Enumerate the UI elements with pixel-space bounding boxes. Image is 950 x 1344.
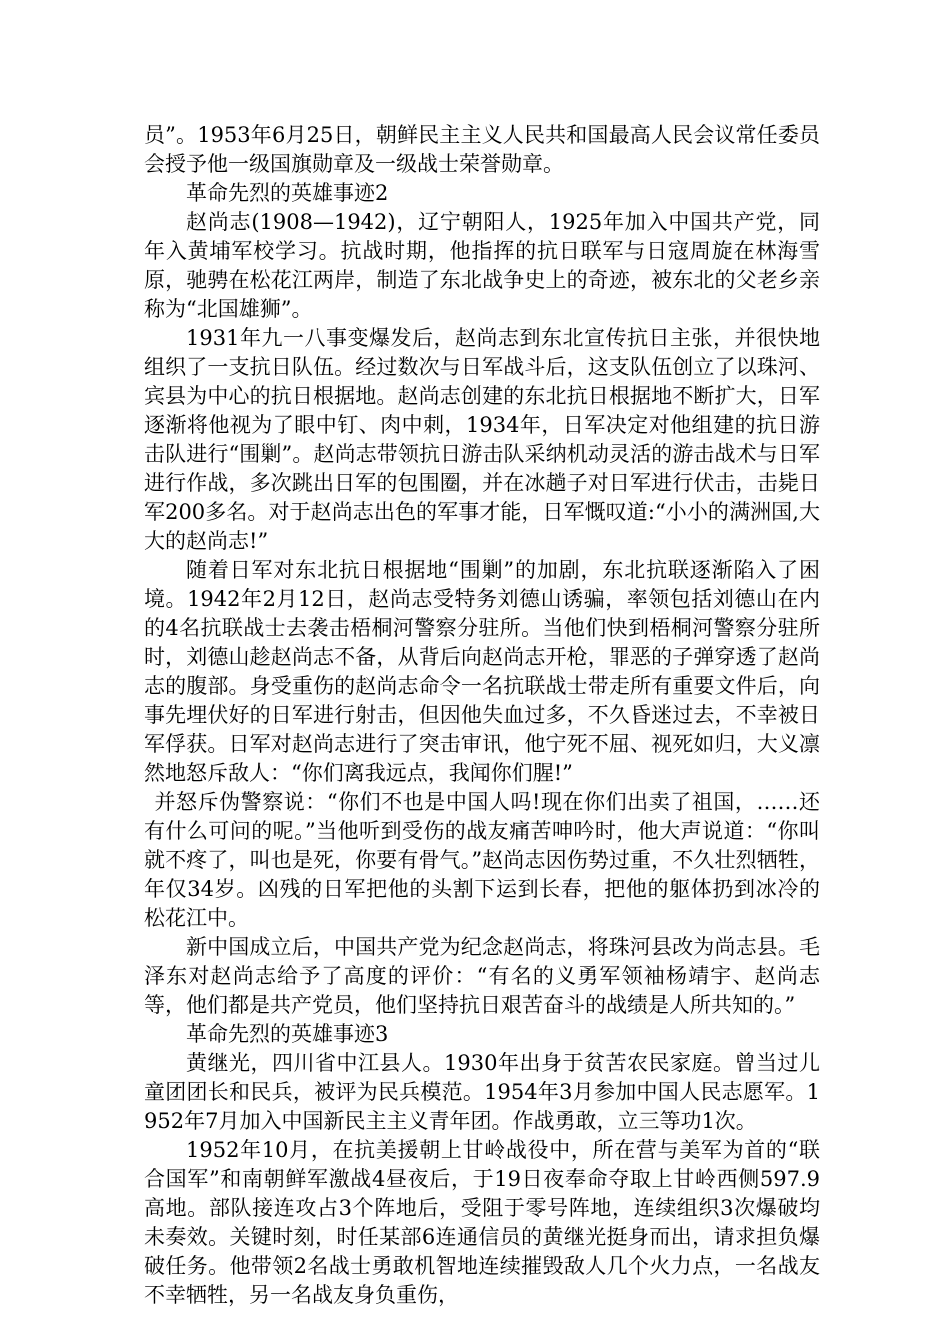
- document-body: [144, 121, 820, 1310]
- section-title: 革命先烈的英雄事迹2: [186, 181, 389, 205]
- paragraph: 1952年10月，在抗美援朝上甘岭战役中，所在营与美军为首的“联合国军”和南朝鲜军激战4昼夜后，于19日夜奉命夺取上甘岭西侧597.9高地。部队接连攻占3个阵地后，受阻于零号阵地，连续组织3次爆破均未奏效。关键时刻，时任某部6连通信员的黄继光挺身而出，请求担负爆破任务。他带领2名战士勇敢机智地连续摧毁敌人几个火力点，一名战友不幸牺牲，另一名战友身负重伤，: [144, 1138, 820, 1307]
- section-title: 革命先烈的英雄事迹3: [186, 1022, 389, 1046]
- paragraph: 新中国成立后，中国共产党为纪念赵尚志，将珠河县改为尚志县。毛泽东对赵尚志给予了高度的评价：“有名的义勇军领袖杨靖宇、赵尚志等，他们都是共产党员，他们坚持抗日艰苦奋斗的战绩是人所共知的。”: [144, 935, 820, 1017]
- paragraph: 并怒斥伪警察说：“你们不也是中国人吗!现在你们出卖了祖国，……还有什么可问的呢。”当他听到受伤的战友痛苦呻吟时，他大声说道：“你叫就不疼了，叫也是死，你要有骨气。”赵尚志因伤势过重，不久壮烈牺牲，年仅34岁。凶残的日军把他的头割下运到长春，把他的躯体扔到冰冷的松花江中。: [144, 790, 820, 930]
- paragraph: 黄继光，四川省中江县人。1930年出身于贫苦农民家庭。曾当过儿童团团长和民兵，被评为民兵模范。1954年3月参加中国人民志愿军。1952年7月加入中国新民主主义青年团。作战勇敢，立三等功1次。: [144, 1051, 820, 1133]
- paragraph: 1931年九一八事变爆发后，赵尚志到东北宣传抗日主张，并很快地组织了一支抗日队伍。经过数次与日军战斗后，这支队伍创立了以珠河、宾县为中心的抗日根据地。赵尚志创建的东北抗日根据地不断扩大，日军逐渐将他视为了眼中钉、肉中刺，1934年，日军决定对他组建的抗日游击队进行“围剿”。赵尚志带领抗日游击队采纳机动灵活的游击战术与日军进行作战，多次跳出日军的包围圈，并在冰趟子对日军进行伏击，击毙日军200多名。对于赵尚志出色的军事才能，日军慨叹道:“小小的满洲国,大大的赵尚志!”: [144, 326, 820, 553]
- paragraph: 随着日军对东北抗日根据地“围剿”的加剧，东北抗联逐渐陷入了困境。1942年2月12日，赵尚志受特务刘德山诱骗，率领包括刘德山在内的4名抗联战士去袭击梧桐河警察分驻所。当他们快到梧桐河警察分驻所时，刘德山趁赵尚志不备，从背后向赵尚志开枪，罪恶的子弹穿透了赵尚志的腹部。身受重伤的赵尚志命令一名抗联战士带走所有重要文件后，向事先埋伏好的日军进行射击，但因他失血过多，不久昏迷过去，不幸被日军俘获。日军对赵尚志进行了突击审讯，他宁死不屈、视死如归，大义凛然地怒斥敌人：“你们离我远点，我闻你们腥!”: [144, 558, 820, 785]
- paragraph: 赵尚志(1908—1942)，辽宁朝阳人，1925年加入中国共产党，同年入黄埔军校学习。抗战时期，他指挥的抗日联军与日寇周旋在林海雪原，驰骋在松花江两岸，制造了东北战争史上的奇迹，被东北的父老乡亲称为“北国雄狮”。: [144, 210, 820, 321]
- paragraph: 员”。1953年6月25日，朝鲜民主主义人民共和国最高人民会议常任委员会授予他一级国旗勋章及一级战士荣誉勋章。: [144, 123, 820, 176]
